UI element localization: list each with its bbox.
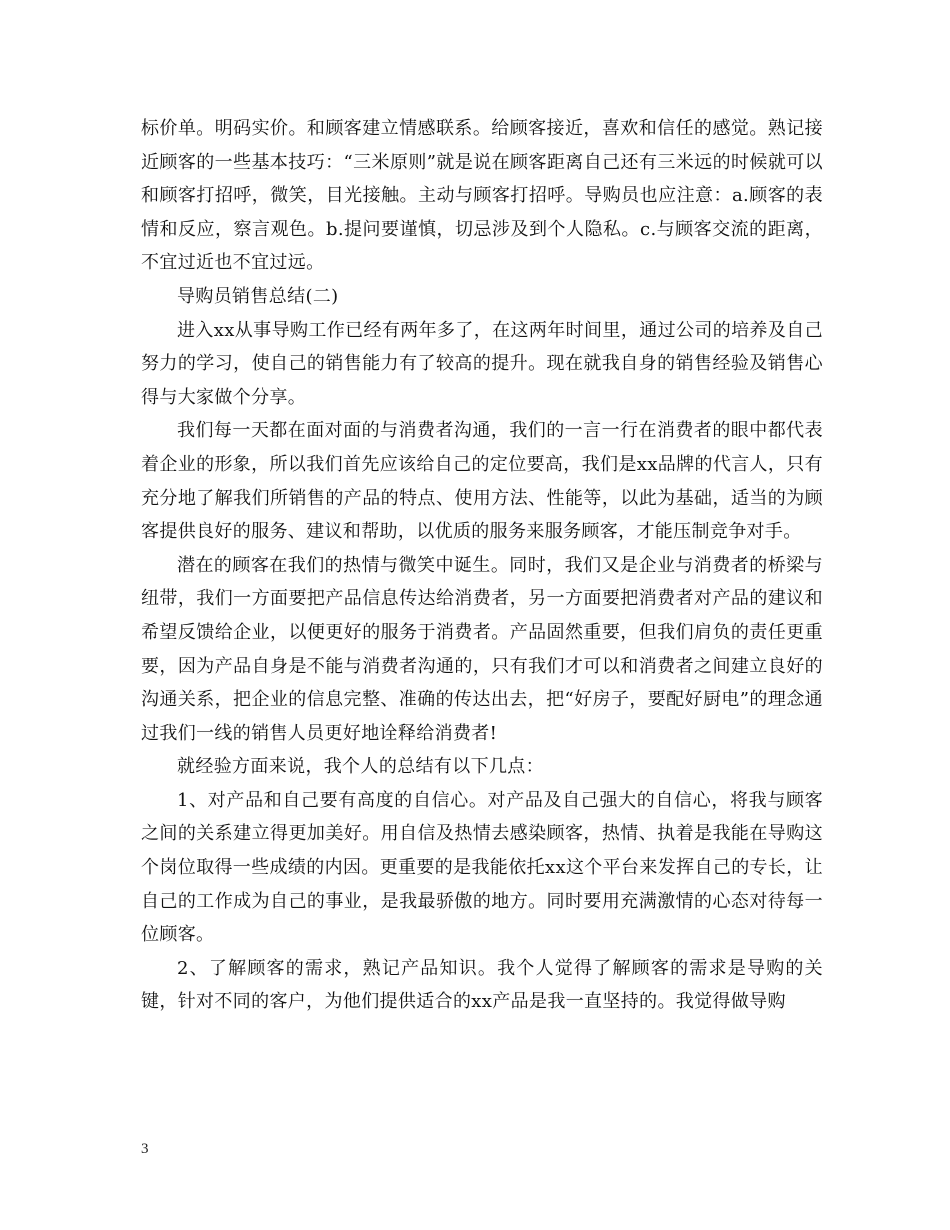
paragraph-1: 标价单。明码实价。和顾客建立情感联系。给顾客接近，喜欢和信任的感觉。熟记接近顾客的一些基本技巧：“三米原则”就是说在顾客距离自己还有三米远的时候就可以和顾客打招呼，微笑，目光接触。主动与顾客打招呼。导购员也应注意：a.顾客的表情和反应，察言观色。b.提问要谨慎，切忌涉及到个人隐私。c.与顾客交流的距离，不宜过近也不宜过远。: [141, 118, 823, 274]
paragraph-3: 进入xx从事导购工作已经有两年多了，在这两年时间里，通过公司的培养及自己努力的学习，使自己的销售能力有了较高的提升。现在就我自身的销售经验及销售心得与大家做个分享。: [141, 319, 823, 408]
paragraph-8: 2、了解顾客的需求，熟记产品知识。我个人觉得了解顾客的需求是导购的关键，针对不同的客户，为他们提供适合的xx产品是我一直坚持的。我觉得做导购: [141, 957, 823, 1013]
paragraph-6: 就经验方面来说，我个人的总结有以下几点：: [177, 756, 544, 778]
section-heading: 导购员销售总结(二): [177, 285, 339, 307]
paragraph-4: 我们每一天都在面对面的与消费者沟通，我们的一言一行在消费者的眼中都代表着企业的形象，所以我们首先应该给自己的定位要高，我们是xx品牌的代言人，只有充分地了解我们所销售的产品的特点、使用方法、性能等，以此为基础，适当的为顾客提供良好的服务、建议和帮助，以优质的服务来服务顾客，才能压制竞争对手。: [141, 420, 823, 543]
paragraph-5: 潜在的顾客在我们的热情与微笑中诞生。同时，我们又是企业与消费者的桥梁与纽带，我们一方面要把产品信息传达给消费者，另一方面要把消费者对产品的建议和希望反馈给企业，以便更好的服务于消费者。产品固然重要，但我们肩负的责任更重要，因为产品自身是不能与消费者沟通的，只有我们才可以和消费者之间建立良好的沟通关系，把企业的信息完整、准确的传达出去，把“好房子，要配好厨电”的理念通过我们一线的销售人员更好地诠释给消费者!: [141, 554, 823, 744]
page-number: 3: [141, 1141, 149, 1157]
document-body: [141, 112, 823, 1019]
paragraph-7: 1、对产品和自己要有高度的自信心。对产品及自己强大的自信心，将我与顾客之间的关系建立得更加美好。用自信及热情去感染顾客，热情、执着是我能在导购这个岗位取得一些成绩的内因。更重要的是我能依托xx这个平台来发挥自己的专长，让自己的工作成为自己的事业，是我最骄傲的地方。同时要用充满激情的心态对待每一位顾客。: [141, 789, 823, 946]
